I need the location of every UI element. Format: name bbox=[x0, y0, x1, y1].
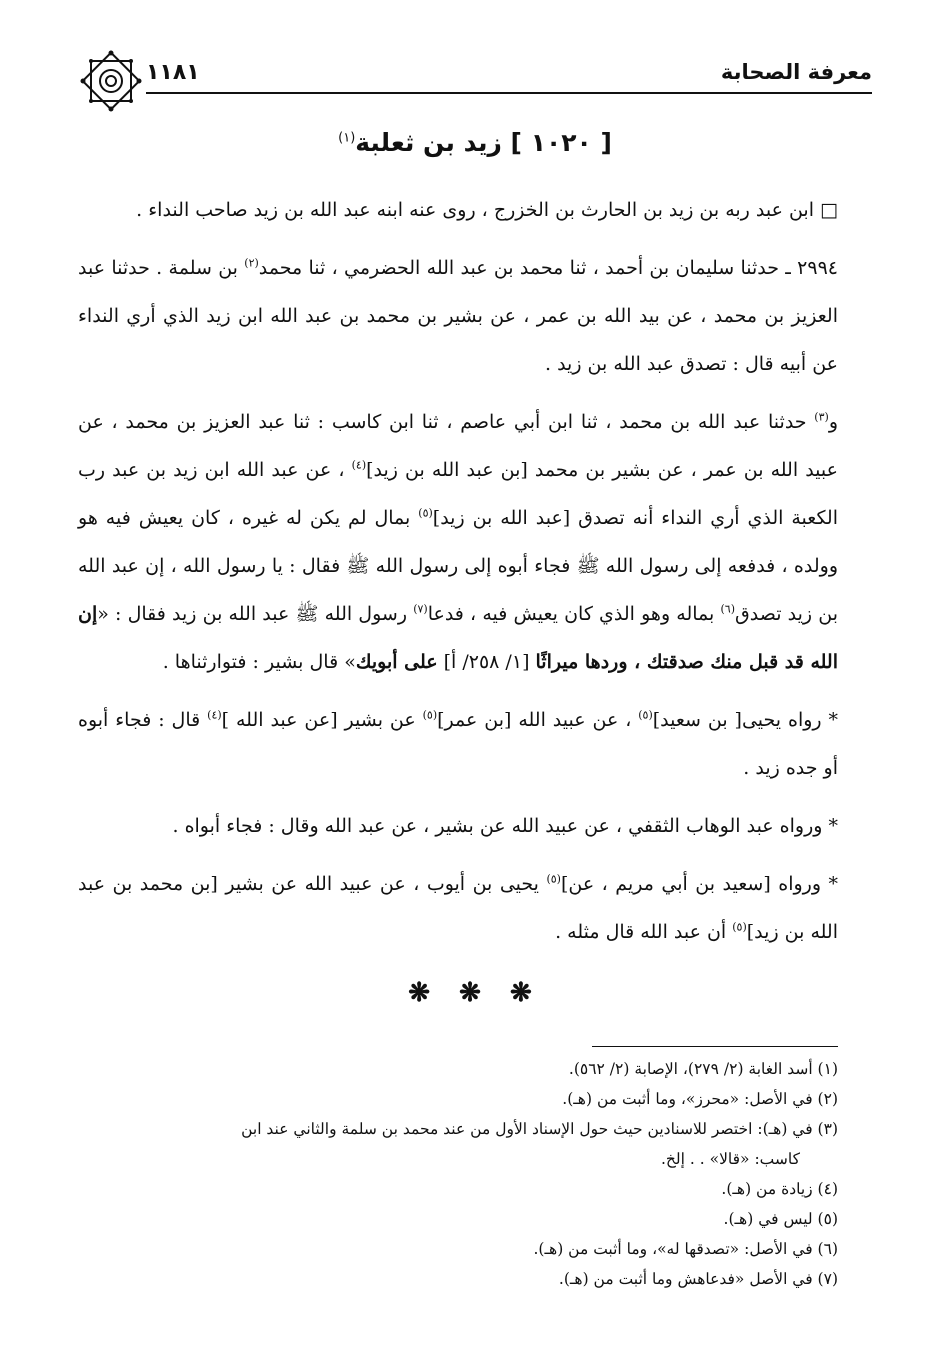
footnote-ref: (٥) bbox=[422, 708, 438, 722]
text-run: * ورواه [سعيد بن أبي مريم ، عن] bbox=[560, 873, 838, 895]
text-run: حدثنا عبد الله بن محمد ، ثنا ابن أبي عاصم ، ثنا ابن كاسب : ثنا عبد العزيز بن محمد ، عن عبيد الله بن عمر ، عن بشير بن محمد [بن عبد الله بن زيد] bbox=[78, 411, 838, 481]
paragraph-second-chain bbox=[78, 398, 838, 686]
text-run: ٢٩٩٤ ـ حدثنا سليمان بن أحمد ، ثنا محمد بن عبد الله الحضرمي ، ثنا محمد bbox=[258, 257, 838, 279]
text-run: عن بشير [عن عبد الله ] bbox=[221, 709, 423, 731]
footnote-ref: (٢) bbox=[244, 256, 259, 270]
book-title: معرفة الصحابة bbox=[720, 60, 872, 84]
text-run: بن سلمة . حدثنا عبد العزيز بن محمد ، عن بيد الله بن عمر ، عن بشير بن محمد بن عبد الله ابن زيد الذي أري النداء عن أبيه قال : تصدق عبد الله بن زيد . bbox=[78, 257, 838, 375]
text-run: بمال لم يكن له غيره ، كان يعيش فيه هو وولده ، فدفعه إلى رسول الله ﷺ فجاء أبوه إلى رسول الله ﷺ فقال : يا رسول الله ، إن عبد الله بن زيد تصدق bbox=[78, 507, 839, 625]
footnote-ref: (٥) bbox=[638, 708, 653, 722]
footnote-ref: (١) bbox=[338, 130, 356, 146]
header-rule bbox=[146, 92, 872, 94]
text-run: يحيى بن أيوب ، عن عبيد الله عن بشير [بن محمد بن عبد الله بن زيد] bbox=[78, 873, 838, 943]
main-text bbox=[78, 186, 838, 966]
text-run: ، عن عبيد الله [بن عمر] bbox=[437, 709, 639, 731]
text-run: ، عن عبد الله ابن زيد بن عبد رب الكعبة الذي أري النداء أنه تصدق [عبد الله بن زيد] bbox=[78, 459, 838, 529]
text-run: بماله وهو الذي كان يعيش فيه ، فدعا bbox=[427, 603, 721, 625]
footnote-3-continued: كاسب: «قالا» . . إلخ. bbox=[661, 1150, 800, 1168]
page-number: ١١٨١ bbox=[146, 60, 200, 85]
footnote-5: (٥) ليس في (هـ). bbox=[723, 1210, 838, 1228]
footnote-ref: (٥) bbox=[732, 920, 747, 934]
footnote-ref: (٤) bbox=[207, 708, 222, 722]
footnote-3: (٣) في (هـ): اختصر للاسنادين حيث حول الإسناد الأول من عند محمد بن سلمة والثاني عند ابن bbox=[241, 1120, 838, 1138]
text-run: * رواه يحيى[ بن سعيد] bbox=[652, 709, 838, 731]
footnote-rule bbox=[592, 1046, 838, 1047]
section-separator: ❋ ❋ ❋ bbox=[408, 978, 542, 1008]
footnote-2: (٢) في الأصل: «محرز»، وما أثبت من (هـ). bbox=[562, 1090, 838, 1108]
entry-heading-text: [ ١٠٢٠ ] زيد بن ثعلبة bbox=[355, 128, 612, 157]
text-run: و bbox=[828, 411, 838, 433]
manuscript-folio-ref: [١/ ٢٥٨/ أ] bbox=[437, 651, 536, 673]
entry-heading bbox=[0, 128, 950, 157]
footnote-6: (٦) في الأصل: «تصدقها له»، وما أثبت من (هـ). bbox=[533, 1240, 838, 1258]
footnote-4: (٤) زيادة من (هـ). bbox=[721, 1180, 838, 1198]
footnote-1: (١) أسد الغابة (٢/ ٢٧٩)، الإصابة (٢/ ٥٦٢). bbox=[568, 1060, 838, 1078]
text-run: أن عبد الله قال مثله . bbox=[555, 921, 733, 943]
paragraph-narration-thaqafi: * ورواه عبد الوهاب الثقفي ، عن عبيد الله عن بشير ، عن عبد الله وقال : فجاء أبواه . bbox=[172, 815, 838, 837]
footnotes bbox=[78, 1054, 838, 1294]
octagram-ornament-icon bbox=[78, 48, 144, 114]
footnote-ref: (٤) bbox=[351, 458, 367, 472]
text-run: » قال بشير : فتوارثناها . bbox=[162, 651, 356, 673]
footnote-ref: (٦) bbox=[720, 602, 736, 616]
footnote-7: (٧) في الأصل «فدعاهش وما أثبت من (هـ). bbox=[558, 1270, 838, 1288]
footnote-ref: (٥) bbox=[418, 506, 433, 520]
paragraph-narration-yahya bbox=[78, 696, 838, 792]
prophetic-saying: إن الله قد قبل منك صدقتك ، وردها ميراثًا bbox=[78, 603, 838, 673]
paragraph-narration-ibn-abi-maryam bbox=[78, 860, 838, 956]
footnote-ref: (٧) bbox=[413, 602, 428, 616]
text-run: قال : فجاء أبوه أو جده زيد . bbox=[78, 709, 838, 779]
paragraph-intro: □ ابن عبد ربه بن زيد بن الحارث بن الخزرج ، روى عنه ابنه عبد الله بن زيد صاحب النداء . bbox=[136, 199, 838, 221]
footnote-ref: (٥) bbox=[546, 872, 561, 886]
paragraph-hadith-2994 bbox=[78, 244, 838, 388]
footnote-ref: (٣) bbox=[814, 410, 829, 424]
text-run: رسول الله ﷺ عبد الله بن زيد فقال : « bbox=[97, 603, 414, 625]
prophetic-saying: على أبويك bbox=[355, 651, 438, 673]
running-head bbox=[78, 48, 872, 96]
